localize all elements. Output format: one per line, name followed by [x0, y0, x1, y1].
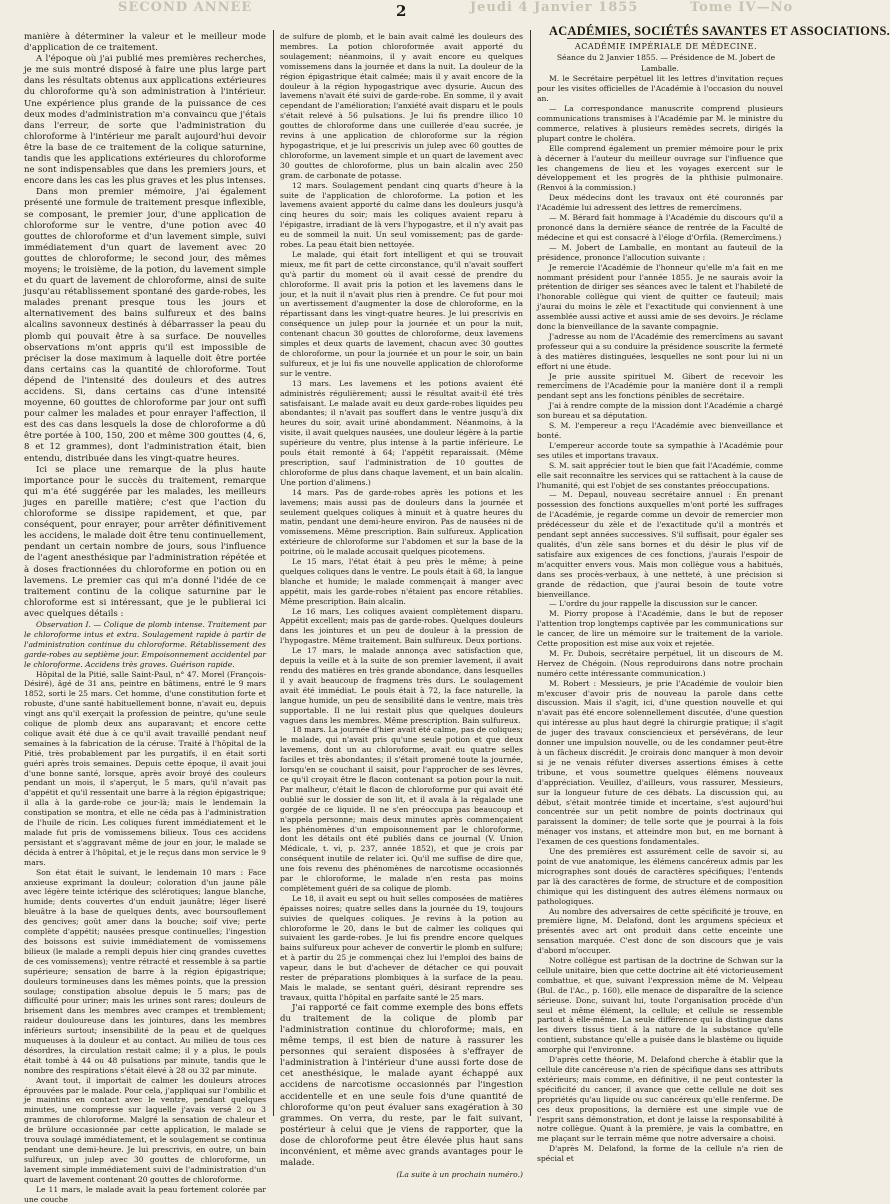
paragraph: Le 18, il avait eu sept ou huit selles composées de matières épaisses noires; quatre selles dans la journée du 19, toujours suivies de quelques coliques. Je revins à la potion au chloroforme le 20, dans le but de calmer les coliques qui suivaient les garde-robes. Je lui fis prendre encore quelques bains sulfureux pour achever de convertir le plomb en sulfure; et à partir du 25 je commençai chez lui l'emploi des bains de vapeur, dans le but d'achever de détacher ce qui pouvait rester de préparations plombiques à la surface de la peau. Mais le malade, se sentant guéri, désirant reprendre ses travaux, quitta l'hôpital en parfaite santé le 25 mars. — [280, 893, 523, 1002]
paragraph: 14 mars. Pas de garde-robes après les potions et les lavemens; mais aussi pas de douleurs dans la journée et seulement quelques coliques à minuit et à quatre heures du matin, pendant une demi-heure environ. Pas de nausées ni de vomissemens. Même prescription. Bain sulfureux. Application extérieure de chloroforme sur l'abdomen et sur la base de la poitrine, où le malade accusait quelques picotemens. — [280, 487, 523, 557]
column-rule-2 — [530, 30, 531, 1116]
paragraph: 13 mars. Les lavemens et les potions avaient été administrés régulièrement; aussi le résultat avait-il été très satisfaisant. Le malade avait eu deux garde-robes liquides peu abondantes; il n'avait pas souffert dans le ventre jusqu'à dix heures du soir, avait uriné abondamment. Néanmoins, à la visite, il avait quelques nausées, une douleur légère à la partie supérieure du ventre, plus intense à la partie inférieure. Le pouls était remonté à 64; l'appétit reparaissait. (Même prescription, sauf l'administration de 10 gouttes de chloroforme de plus dans chaque lavement, et un bain alcalin. Une portion d'alimens.) — [280, 378, 523, 487]
paragraph: Hôpital de la Pitié, salle Saint-Paul, n° 47. Morel (François-Désiré), âgé de 31 ans, peintre en bâtimens, entré le 9 mars 1852, sorti le 25 mars. Cet homme, d'une constitution forte et robuste, d'une santé habituellement bonne, n'avait eu, depuis vingt ans qu'il exerçait la profession de peintre, qu'une seule colique de plomb deux ans auparavant; et encore cette colique avait été due à ce qu'il avait travaillé pendant neuf semaines à la fabrication de la céruse. Traité à l'hôpital de la Pitié, très probablement par les purgatifs, il en était sorti guéri après trois semaines. Depuis cette époque, il avait joui d'une bonne santé, lorsque, après avoir broyé des couleurs pendant un mois, il s'aperçut, le 5 mars, qu'il n'avait pas d'appétit et qu'il ressentait une barre à la région épigastrique; il alla à la garde-robe ce jour-là; mais le lendemain la constipation se montra, et elle ne céda pas à l'administration de l'huile de ricin. Les coliques furent immédiatement et le malade fut pris de vomissemens bilieux. Tous ces accidens persistant et s'aggravant même de jour en jour, le malade se décida à entrer à l'hôpital, et je le reçus dans mon service le 9 mars. — [24, 669, 266, 867]
paragraph: Avant tout, il importait de calmer les douleurs atroces éprouvées par le malade. Pour cela, j'appliquai sur l'ombilic et je maintins en contact avec le ventre, pendant quelques minutes, une compresse sur laquelle j'avais versé 2 ou 3 grammes de chloroforme. Malgré la sensation de chaleur et de brûlure occasionnée par cette application, le malade se trouva soulagé immédiatement, et le soulagement se continua pendant une demi-heure. Je lui prescrivis, en outre, un bain sulfureux, un julep avec 30 gouttes de chloroforme, un lavement simple immédiatement suivi de l'administration d'un quart de lavement contenant 20 gouttes de chloroforme. — [24, 1075, 266, 1184]
paragraph: M. Robert : Messieurs, je prie l'Académie de vouloir bien m'excuser d'avoir pris de nouveau la parole dans cette discussion. Mais il s'agit, ici, d'une question nouvelle et qui n'avait pas été encore solennellement discutée, d'une question qui intéresse au plus haut degré la chirurgie pratique; il s'agit de juger des travaux consciencieux et persévérans, de leur donner une impulsion nouvelle, ou de les condamner peut-être à un fâcheux discrédit. Je croirais donc manquer à mon devoir si je ne venais réfuter diverses assertions émises à cette tribune, et vous soumettre quelques élémens nouveaux d'appréciation. Veuillez, d'ailleurs, vous rassurer, Messieurs, sur la longueur future de ces débats. La discussion qui, au début, s'était montrée timide et incertaine, s'est aujourd'hui concentrée sur un petit nombre de points doctrinaux qui paraissent la dominer; de telle sorte que je pourrai à la fois ménager vos instans, et atteindre mon but, en me bornant à l'examen de ces questions fondamentales. — [537, 678, 783, 847]
continuation-note: (La suite à un prochain numéro.) — [396, 1170, 523, 1180]
masthead — [0, 0, 800, 22]
section-body — [537, 74, 783, 1164]
paragraph: — M. Jobert de Lamballe, en montant au fauteuil de la présidence, prononce l'allocution suivante : — [537, 242, 783, 262]
paragraph: Le 17 mars, le malade annonça avec satisfaction que, depuis la veille et à la suite de son premier lavement, il avait rendu des matières en très grande abondance, dans lesquelles il y avait beaucoup de fragmens très durs. Le soulagement avait été immédiat. Le pouls était à 72, la face naturelle, la langue humide, un peu de sensibilité dans le ventre, mais très supportable. Il ne lui restait plus que quelques douleurs vagues dans les membres. Même prescription. Bain sulfureux. — [280, 646, 523, 725]
section-subtitle: ACADÉMIE IMPÉRIALE DE MÉDECINE. — [574, 42, 758, 52]
paragraph: Une des premières est assurément celle de savoir si, au point de vue anatomique, les élémens cancéreux admis par les micrographes sont doués de caractères spécifiques; l'entends par là des caractères de forme, de structure et de composition chimique qui les distinguent des autres élémens normaux ou pathologiques. — [537, 847, 783, 906]
column-1 — [24, 32, 266, 1204]
paragraph: Le malade, qui était fort intelligent et qui se trouvait mieux, me fit part de cette circonstance, qu'il n'avait souffert qu'à partir du moment où il avait cessé de prendre du chloroforme. Il avait pris la potion et les lavemens dans le jour, et la nuit il n'avait plus rien à prendre. Ce fut pour moi un avertissement d'augmenter la dose de chloroforme, en la répartissant dans les vingt-quatre heures. Je lui prescrivis en conséquence un julep pour la journée et un pour la nuit, contenant chacun 30 gouttes de chloroforme, deux lavemens simples et deux quarts de lavement, chacun avec 30 gouttes de chloroforme, un pour la journée et un pour le soir, un bain sulfureux, et je lui fis une nouvelle application de chloroforme sur le ventre. — [280, 249, 523, 378]
paragraph: L'empereur accorde toute sa sympathie à l'Académie pour ses utiles et importans travaux. — [537, 440, 783, 460]
paragraph: Le 15 mars, l'état était à peu près le même; à peine quelques coliques dans le ventre. Le pouls était à 68, la langue blanche et humide; le malade commençait à manger avec appétit, mais les garde-robes n'étaient pas encore rétablies. Même prescription. Bain alcalin. — [280, 557, 523, 606]
observation-heading: Observation I. — Colique de plomb intense. Traitement par le chloroforme intus et extra. Soulagement rapide à partir de l'administration continue du chloroforme. Rétablissement des garde-robes au septième jour. Empoisonnement accidentel par le chloroforme. Accidens très graves. Guérison rapide. — [24, 619, 266, 669]
session-meta: Séance du 2 Janvier 1855. — Présidence de M. Jobert de Lamballe. — [556, 53, 776, 74]
page-number: 2 — [396, 2, 407, 20]
paragraph: M. Piorry propose à l'Académie, dans le but de reposer l'attention trop longtemps captivée par les communications sur le cancer, de lire un mémoire sur le traitement de la variole. Cette proposition est mise aux voix et rejetée. — [537, 609, 783, 649]
paragraph: Je remercie l'Académie de l'honneur qu'elle m'a fait en me nommant président pour l'année 1855. Je ne saurais avoir la prétention de diriger ses séances avec le talent et l'habileté de l'honorable collègue qui vient de quitter ce fauteuil; mais j'aurai du moins le zèle et l'exactitude qui conviennent à une assemblée aussi active et aussi amie de ses devoirs. Je réclame donc la bienveillance de la savante compagnie. — [537, 262, 783, 332]
section-title: ACADÉMIES, SOCIÉTÉS SAVANTES ET ASSOCIATIONS. — [549, 24, 890, 38]
paragraph: Au nombre des adversaires de cette spécificité je trouve, en première ligne, M. Delafond, dont les argumens spécieux et présentés avec art ont produit dans cette enceinte une sensation marquée. C'est donc de son discours que je vais d'abord m'occuper. — [537, 906, 783, 956]
paragraph: — L'ordre du jour rappelle la discussion sur le cancer. — [549, 599, 758, 609]
paragraph: D'après M. Delafond, la forme de la cellule n'a rien de spécial et — [537, 1144, 783, 1164]
paragraph: J'ai rapporté ce fait comme exemple des bons effets du traitement de la colique de plomb par l'administration continue du chloroforme; mais, en même temps, il est bien de nature à rassurer les personnes qui seraient disposées à s'effrayer de l'administration à l'intérieur d'une aussi forte dose de cet anesthésique, le malade ayant échappé aux accidens de narcotisme occasionnés par l'ingestion accidentelle et en une seule fois d'une quantité de chloroforme qu'on peut évaluer sans exagération à 30 grammes. On verra, du reste, par le fait suivant, postérieur à celui que je viens de rapporter, que la dose de chloroforme peut être élevée plus haut sans inconvénient, et même avec grands avantages pour le malade. — [280, 1002, 523, 1169]
ghost-header-center: Jeudi 4 Janvier 1855 — [470, 0, 639, 15]
paragraph: Ici se place une remarque de la plus haute importance pour le succès du traitement, remarque qui m'a été suggérée par les malades, les meilleurs juges en pareille matière; c'est que l'action du chloroforme se dissipe rapidement, et que, par conséquent, pour enrayer, pour arrêter définitivement les accidens, le malade doit être tenu continuellement, pendant un certain nombre de jours, sous l'influence de l'agent anesthésique par l'administration répétée et à doses fractionnées du chloroforme en potion ou en lavemens. Le premier cas qui m'a donné l'idée de ce traitement continu de la colique saturnine par le chloroforme est si intéressant, que je le publierai ici avec quelques détails : — [24, 464, 266, 619]
section-divider — [567, 38, 753, 39]
column-3 — [537, 24, 890, 1164]
ghost-header-left: SECOND ANNÉE — [118, 0, 253, 15]
paragraph: Deux médecins dont les travaux ont été couronnés par l'Académie lui adressent des lettres de remercîmens. — [537, 193, 783, 213]
paragraph: Le 16 mars, Les coliques avaient complètement disparu. Appétit excellent; mais pas de garde-robes. Quelques douleurs dans les jointures et un peu de douleur à la pression de l'hypogastre. Même traitement. Bain sulfureux. Deux portions. — [280, 606, 523, 646]
paragraph: M. le Secrétaire perpétuel lit les lettres d'invitation reçues pour les visites officielles de l'Académie à l'occasion du nouvel an. — [537, 74, 783, 104]
paragraph: Notre collègue est partisan de la doctrine de Schwan sur la cellule unitaire, bien que cette doctrine ait été victorieusement combattue, et que, suivant l'expression même de M. Velpeau (Bul. de l'Ac., p. 160), elle menace de disparaître de la science sérieuse. Donc, suivant lui, toute l'organisation procède d'un seul et même élément, la cellule; et cellule se ressemble partout à elle-même. La seule différence qui la distingue dans les divers tissus tient à la nature de la substance qu'elle contient, substance qu'elle a puisée dans le blastème ou liquide amorphe qui l'environne. — [537, 956, 783, 1055]
paragraph: — M. Bérard fait hommage à l'Académie du discours qu'il a prononcé dans la dernière séance de rentrée de la Faculté de médecine et qui est consacré à l'éloge d'Orfila. (Remercîmens.) — [537, 213, 783, 242]
paragraph: Le 11 mars, le malade avait la peau fortement colorée par une couche — [24, 1184, 266, 1204]
paragraph: S. M. l'empereur a reçu l'Académie avec bienveillance et bonté. — [537, 421, 783, 440]
paragraph: — M. Depaul, nouveau secrétaire annuel : En prenant possession des fonctions auxquelles m'ont porté les suffrages de l'Académie, je regarde comme un devoir de remercier mon prédécesseur du zèle et de l'exactitude qu'il a montrés et pendant sept années successives. S'il suffisait, pour égaler ses qualités, d'un zèle sans bornes et du désir le plus vif de satisfaire aux exigences de ces fonctions, j'aurais l'espoir de m'acquitter envers vous. Mais mon collègue vous a habitués, dans ses procès-verbaux, à une netteté, à une précision si grande de rédaction, que j'aurai besoin de toute votre bienveillance. — [537, 490, 783, 599]
paragraph: M. Fr. Dubois, secrétaire perpétuel, lit un discours de M. Hervez de Chégoin. (Nous reproduirons dans notre prochain numéro cette intéressante communication.) — [537, 648, 783, 678]
paragraph: D'après cette théorie, M. Delafond cherche à établir que la cellule dite cancéreuse n'a rien de spécifique dans ses attributs extérieurs; mais comme, en définitive, il ne peut contester la spécificité du cancer, il avance que cette cellule ne doit ses propriétés qu'au liquide ou suc cancéreux qu'elle renferme. De ces deux propositions, la dernière est une simple vue de l'esprit sans démonstration, et dont je laisse la responsabilité à notre collègue. Quant à la première, je vais la combattre, en me plaçant sur le terrain même que notre adversaire a choisi. — [537, 1055, 783, 1144]
paragraph: 18 mars. La journée d'hier avait été calme, pas de coliques; le malade, qui n'avait pris qu'une seule potion et que deux lavemens, dont un au chloroforme, avait eu quatre selles faciles et très abondantes; il s'était promené toute la journée, lorsqu'en se couchant il saisit, pour l'approcher de ses lèvres, ce qu'il croyait être le flacon contenant sa potion pour la nuit. Par malheur, c'était le flacon de chloroforme pur qui avait été oublié sur le dossier de son lit, et il avala à la régalade une gorgée de ce liquide. Il ne s'en préoccupa pas beaucoup et n'appela personne; mais deux minutes après commençaient les phénomènes d'un empoisonnement par le chloroforme, dont les détails ont été publiés dans ce journal (V. Union Médicale, t. vi, p. 237, année 1852), et que je crois par conséquent inutile de relater ici. Qu'il me suffise de dire que, une fois revenu des phénomènes de narcotisme occasionnés par le chloroforme, le malade n'en resta pas moins complètement guéri de sa colique de plomb. — [280, 725, 523, 893]
paragraph: de sulfure de plomb, et le bain avait calmé les douleurs des membres. La potion chloroformée avait apporté du soulagement; néanmoins, il y avait encore eu quelques vomissemens dans la journée et dans la nuit. La douleur de la région épigastrique était calmée; mais il y avait encore de la douleur à la région hypogastrique avec dysurie. Aucun des lavemens n'avait été suivi de garde-robe. En somme, il y avait cependant de l'amélioration; l'anxiété avait disparu et le pouls s'était relevé à 56 pulsations. Je lui fis prendre illico 10 gouttes de chloroforme dans une cuillerée d'eau sucrée, je revins à une application de chloroforme sur la région hypogastrique, et je lui prescrivis un julep avec 60 gouttes de chloroforme, un lavement simple et un quart de lavement avec 30 gouttes de chloroforme, plus un bain alcalin avec 250 gram. de carbonate de potasse. — [280, 32, 523, 180]
paragraph: J'adresse au nom de l'Académie des remercîmens au savant professeur qui a su conduire la présidence souscrite la fermeté à des matières distinguées, lesquelles ne sont pour lui ni un effort ni une étude. — [537, 331, 783, 371]
paragraph: A l'époque où j'ai publié mes premières recherches, je me suis montré disposé à faire une plus large part dans les résultats obtenus aux applications extérieures du chloroforme qu'à son administration à l'intérieur. Une expérience plus grande de la puissance de ces deux modes d'administration m'a convaincu que j'étais dans l'erreur, de sorte que l'administration du chloroforme à l'intérieur me paraît aujourd'hui devoir être la base de ce traitement de la colique saturnine, tandis que les applications extérieures du chloroforme ne sont indispensables que dans les premiers jours, et encore dans les cas les plus graves et les plus intenses. — [24, 54, 266, 187]
paragraph: S. M. sait apprécier tout le bien que fait l'Académie, comme elle sait reconnaître les services qui se rattachent à la cause de l'humanité, qui est l'objet de ses constantes préoccupations. — [537, 460, 783, 490]
paragraph: J'ai à rendre compte de la mission dont l'Académie a chargé son bureau et sa députation. — [537, 401, 783, 421]
paragraph: Elle comprend également un premier mémoire pour le prix à décerner à l'auteur du meilleur ouvrage sur l'influence que les changemens de lieu et les voyages exercent sur le développement et les progrès de la phthisie pulmonaire. (Renvoi à la commission.) — [537, 143, 783, 193]
column-2 — [280, 32, 523, 1180]
paragraph: Son état était le suivant, le lendemain 10 mars : Face anxieuse exprimant la douleur; coloration d'un jaune pâle avec légère teinte ictérique des sclérotiques; langue blanche, humide; dents couvertes d'un enduit jaunâtre; léger liseré bleuâtre à la base de quelques dents, avec boursouflement des gencives; goût amer dans la bouche; soif vive; perte complète d'appétit; nausées presque continuelles; l'ingestion des boissons est suivie immédiatement de vomissemens bilieux (le malade a rempli depuis hier cinq grandes cuvettes de ces vomissemens); ventre rétracté et ressemble à sa partie supérieure; sensation de barre à la région épigastrique; douleurs tormineuses dans les mêmes points, que la pression soulage; constipation absolue depuis le 5 mars; pas de difficulté pour uriner; mais les urines sont rares; douleurs de brisement dans les membres avec crampes et tremblement; raideur douloureuse dans les jointures, dans les membres inférieurs surtout; insensibilité de la peau et de quelques muqueuses à la douleur et au contact. Au milieu de tous ces désordres, la circulation restait calme; il y a plus, le pouls était tombé à 44 ou 48 pulsations par minute, tandis que le nombre des respirations s'était élevé à 28 ou 32 par minute. — [24, 867, 266, 1075]
paragraph: Je prie aussite spirituel M. Gibert de recevoir les remercîmens de l'Académie pour la manière dont il a rempli pendant sept ans les fonctions pénibles de secrétaire. — [537, 371, 783, 401]
paragraph: 12 mars. Soulagement pendant cinq quarts d'heure à la suite de l'application de chloroforme. La potion et les lavemens avaient apporté du calme dans les douleurs jusqu'à cinq heures du soir; mais les coliques avaient reparu à l'épigastre, irradiant de là vers l'hypogastre, et il n'y avait pas eu de sommeil la nuit. Un seul vomissement; pas de garde-robes. La peau était bien nettoyée. — [280, 180, 523, 250]
paragraph: manière à déterminer la valeur et le meilleur mode d'application de ce traitement. — [24, 32, 266, 54]
paragraph: Dans mon premier mémoire, j'ai également présenté une formule de traitement presque inflexible, se composant, le premier jour, d'une application de chloroforme sur le ventre, d'une potion avec 40 gouttes de chloroforme et d'un lavement simple, suivi immédiatement d'un quart de lavement avec 20 gouttes de chloroforme; le second jour, des mêmes moyens; le troisième, de la potion, du lavement simple et du quart de lavement de chloroforme, ainsi de suite jusqu'au rétablissement spontané des garde-robes, les malades prenant presque tous les jours et alternativement des bains sulfureux et des bains alcalins savonneux destinés à débarrasser la peau du plomb qui pouvait être à sa surface. De nouvelles observations m'ont appris qu'il est impossible de préciser la dose maximum à laquelle doit être portée dans certains cas la quantité de chloroforme. Tout dépend de l'intensité des douleurs et des autres accidens. Si, dans certains cas d'une intensité moyenne, 60 gouttes de chloroforme par jour ont suffi pour calmer les malades et pour enrayer l'affection, il est des cas dans lesquels la dose de chloroforme a dû être portée à 100, 150, 200 et même 300 gouttes (4, 6, 8 et 12 grammes), dont l'administration était, bien entendu, distribuée dans les vingt-quatre heures. — [24, 187, 266, 464]
paragraph: — La correspondance manuscrite comprend plusieurs communications transmises à l'Académie par M. le ministre du commerce, relatives à plusieurs remèdes secrets, dirigés la plupart contre le choléra. — [537, 104, 783, 143]
column-rule-1 — [273, 30, 274, 1116]
ghost-header-right: Tome IV—No — [690, 0, 794, 15]
